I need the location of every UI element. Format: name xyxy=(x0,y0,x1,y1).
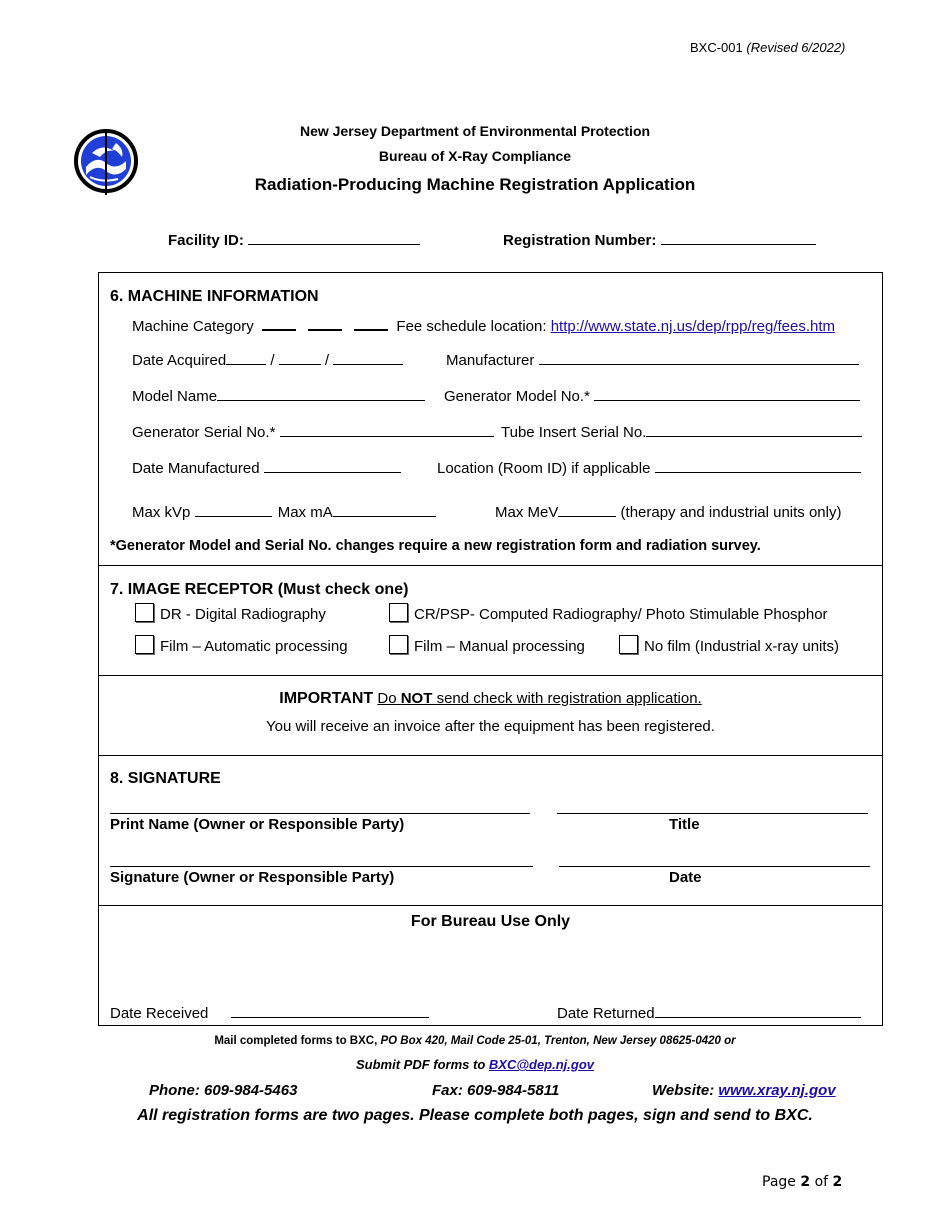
date-acquired-label: Date Acquired xyxy=(132,352,227,369)
form-code-number: BXC-001 xyxy=(690,40,743,55)
date-manufactured xyxy=(132,458,401,477)
receptor-option-label: CR/PSP- Computed Radiography/ Photo Stimulable Phosphor xyxy=(414,606,828,623)
facility-id-label: Facility ID: xyxy=(168,232,244,249)
max-mev-label: Max MeV xyxy=(495,504,559,521)
date-acquired-day[interactable] xyxy=(279,350,321,365)
max-mev-field[interactable] xyxy=(558,502,616,517)
machine-category-field-2[interactable] xyxy=(308,315,342,331)
machine-category-label: Machine Category xyxy=(132,318,254,335)
receptor-option-label: No film (Industrial x-ray units) xyxy=(644,638,840,655)
divider xyxy=(98,675,883,676)
model-name-field[interactable] xyxy=(217,386,425,401)
page-title: Radiation-Producing Machine Registration Application xyxy=(254,175,696,194)
facility-id xyxy=(168,230,420,249)
website-label: Website: xyxy=(652,1082,715,1099)
page-current: 2 xyxy=(800,1174,811,1190)
bureau-name: Bureau of X-Ray Compliance xyxy=(378,148,572,164)
invoice-note: You will receive an invoice after the equipment has been registered. xyxy=(266,718,715,735)
divider xyxy=(98,565,883,566)
registration-number xyxy=(503,230,816,249)
generator-serial-field[interactable] xyxy=(280,422,494,437)
checkbox-film-auto[interactable] xyxy=(135,635,154,654)
print-name-field[interactable] xyxy=(110,813,530,814)
location-room xyxy=(437,458,861,477)
machine-category-field-3[interactable] xyxy=(354,315,388,331)
location-room-label: Location (Room ID) if applicable xyxy=(437,460,651,477)
checkbox-film-manual[interactable] xyxy=(389,635,408,654)
generator-serial-label: Generator Serial No.* xyxy=(132,424,276,441)
generator-model xyxy=(444,386,860,405)
machine-category-field-1[interactable] xyxy=(262,315,296,331)
max-kvp-label: Max kVp xyxy=(132,504,191,521)
date-manufactured-label: Date Manufactured xyxy=(132,460,260,477)
page-of: of xyxy=(814,1174,829,1190)
form-revision: (Revised 6/2022) xyxy=(746,40,846,55)
registration-number-label: Registration Number: xyxy=(503,232,657,249)
mail-instructions xyxy=(0,1035,950,1047)
mail-prefix: Mail completed forms to BXC, xyxy=(214,1035,378,1047)
manufacturer xyxy=(446,350,859,369)
receptor-option-label: DR - Digital Radiography xyxy=(160,606,326,623)
tube-serial xyxy=(501,422,862,441)
generator-model-label: Generator Model No.* xyxy=(444,388,590,405)
max-ma-label: Max mA xyxy=(277,504,333,521)
section-7-heading: 7. IMAGE RECEPTOR (Must check one) xyxy=(110,581,409,598)
date-received-label: Date Received xyxy=(110,1005,209,1022)
receptor-option-cr[interactable] xyxy=(389,603,828,623)
date-field[interactable] xyxy=(559,866,870,867)
section-8-heading: 8. SIGNATURE xyxy=(110,770,221,787)
bureau-use-heading: For Bureau Use Only xyxy=(410,913,571,930)
max-mev xyxy=(495,502,841,521)
two-page-notice: All registration forms are two pages. Please complete both pages, sign and send to BXC. xyxy=(137,1107,813,1124)
generator-model-field[interactable] xyxy=(594,386,860,401)
location-room-field[interactable] xyxy=(655,458,861,473)
date-acquired: Date Acquired / / xyxy=(132,350,403,369)
signature-label: Signature (Owner or Responsible Party) xyxy=(110,869,395,886)
date-acquired-month[interactable] xyxy=(226,350,266,365)
title-label: Title xyxy=(669,816,700,833)
website-link[interactable]: www.xray.nj.gov xyxy=(718,1082,836,1099)
receptor-option-dr[interactable] xyxy=(135,603,326,623)
important-not: NOT xyxy=(400,690,433,707)
date-label: Date xyxy=(669,869,702,886)
divider xyxy=(98,755,883,756)
max-ma-field[interactable] xyxy=(333,502,436,517)
date-returned-label: Date Returned xyxy=(557,1005,655,1022)
date-returned xyxy=(557,1003,861,1022)
important-notice xyxy=(98,690,883,708)
print-name-label: Print Name (Owner or Responsible Party) xyxy=(110,816,405,833)
date-received xyxy=(110,1003,429,1022)
important-label: IMPORTANT xyxy=(279,690,374,707)
submit-prefix: Submit PDF forms to xyxy=(355,1057,486,1072)
date-manufactured-field[interactable] xyxy=(264,458,401,473)
email-link[interactable]: BXC@dep.nj.gov xyxy=(488,1057,595,1072)
divider xyxy=(98,905,883,906)
model-name-label: Model Name xyxy=(132,388,218,405)
phone: Phone: 609-984-5463 xyxy=(149,1082,298,1099)
receptor-option-label: Film – Manual processing xyxy=(414,638,585,655)
checkbox-cr[interactable] xyxy=(389,603,408,622)
title-field[interactable] xyxy=(557,813,868,814)
important-rest: send check with registration application. xyxy=(436,690,702,707)
date-returned-field[interactable] xyxy=(655,1003,861,1018)
form-code xyxy=(690,40,845,55)
section-6-footnote: *Generator Model and Serial No. changes require a new registration form and radiation survey. xyxy=(110,538,761,554)
manufacturer-field[interactable] xyxy=(539,350,859,365)
facility-id-field[interactable] xyxy=(248,230,420,245)
checkbox-dr[interactable] xyxy=(135,603,154,622)
machine-category-row xyxy=(132,315,835,335)
registration-number-field[interactable] xyxy=(661,230,816,245)
model-name xyxy=(132,386,425,405)
fee-schedule-link[interactable]: http://www.state.nj.us/dep/rpp/reg/fees.htm xyxy=(550,318,836,335)
submit-instructions xyxy=(0,1057,950,1072)
page-label: Page xyxy=(762,1174,796,1190)
max-mev-note: (therapy and industrial units only) xyxy=(620,504,842,521)
website xyxy=(652,1082,836,1099)
page-total: 2 xyxy=(832,1174,843,1190)
page-number xyxy=(762,1174,842,1190)
receptor-option-label: Film – Automatic processing xyxy=(160,638,348,655)
generator-serial xyxy=(132,422,494,441)
receptor-option-film-auto[interactable] xyxy=(135,635,348,655)
manufacturer-label: Manufacturer xyxy=(446,352,535,369)
fax: Fax: 609-984-5811 xyxy=(432,1082,560,1099)
important-do: Do xyxy=(377,690,397,707)
signature-field[interactable] xyxy=(110,866,533,867)
checkbox-no-film[interactable] xyxy=(619,635,638,654)
mail-address: PO Box 420, Mail Code 25-01, Trenton, New Jersey 08625-0420 or xyxy=(380,1035,736,1047)
max-kvp xyxy=(132,502,436,521)
receptor-option-no-film[interactable] xyxy=(619,635,839,655)
dept-name: New Jersey Department of Environmental Protection xyxy=(299,123,651,139)
fee-schedule-label: Fee schedule location: xyxy=(396,318,547,335)
date-acquired-year[interactable] xyxy=(333,350,403,365)
date-received-field[interactable] xyxy=(231,1003,429,1018)
max-kvp-field[interactable] xyxy=(195,502,272,517)
receptor-option-film-manual[interactable] xyxy=(389,635,585,655)
section-6-heading: 6. MACHINE INFORMATION xyxy=(110,288,319,305)
tube-serial-label: Tube Insert Serial No. xyxy=(501,424,647,441)
tube-serial-field[interactable] xyxy=(646,422,862,437)
